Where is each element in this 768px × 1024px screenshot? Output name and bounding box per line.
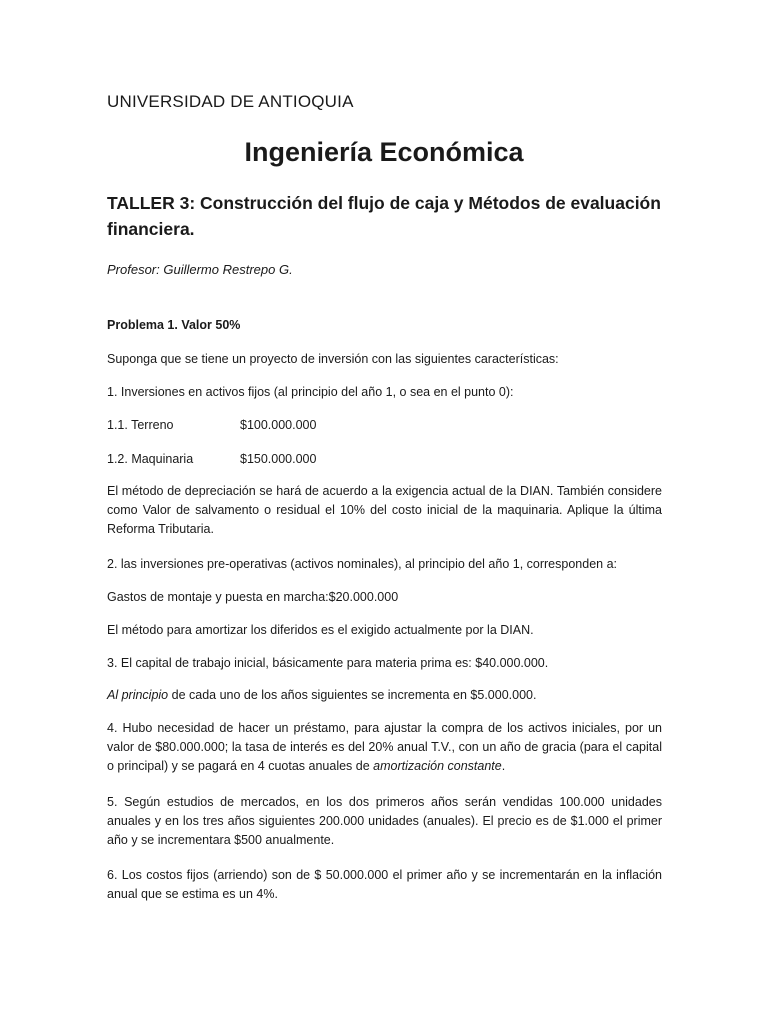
item-4-end: . [501,759,506,773]
university-name: UNIVERSIDAD DE ANTIOQUIA [107,92,354,111]
item-4-italic: amortización constante [373,759,502,773]
item-3-italic: Al principio [107,688,169,702]
item-3-continuation [107,686,662,705]
item-4-main: 4. Hubo necesidad de hacer un préstamo, para ajustar la compra de los activos iniciales, por un valor de $80.000.000; la tasa de interés es del 20% anual T.V., con un año de gracia (para el capital o principal) y se pagará en 4 cuotas anuales de [107,721,662,773]
item-2: 2. las inversiones pre-operativas (activos nominales), al principio del año 1, corresponden a: [107,557,617,571]
item-4 [107,719,662,776]
item-1-2 [107,450,662,469]
item-3-rest: de cada uno de los años siguientes se incrementa en $5.000.000. [168,688,537,702]
item-1-1 [107,416,662,435]
item-6: 6. Los costos fijos (arriendo) son de $ 50.000.000 el primer año y se incrementarán en la inflación anual que se estima es un 4%. [107,868,662,901]
professor-line: Profesor: Guillermo Restrepo G. [107,262,293,277]
item-1-2-value: $150.000.000 [240,452,317,466]
item-3: 3. El capital de trabajo inicial, básicamente para materia prima es: $40.000.000. [107,656,549,670]
item-1-1-value: $100.000.000 [240,418,317,432]
item-1: 1. Inversiones en activos fijos (al principio del año 1, o sea en el punto 0): [107,385,514,399]
problem-intro: Suponga que se tiene un proyecto de inversión con las siguientes características: [107,352,559,366]
item-1-1-label: 1.1. Terreno [107,418,174,432]
problem-title: Problema 1. Valor 50% [107,318,241,332]
taller-title: TALLER 3: Construcción del flujo de caja y Métodos de evaluación financiera. [107,193,661,239]
item-1-2-label: 1.2. Maquinaria [107,452,194,466]
amortization-paragraph: El método para amortizar los diferidos es el exigido actualmente por la DIAN. [107,623,534,637]
item-5: 5. Según estudios de mercados, en los dos primeros años serán vendidas 100.000 unidades anuales y en los tres años siguientes 200.000 unidades (anuales). El precio es de $1.000 el primer año y se incrementara $500 anualmente. [107,795,662,847]
assembly-costs: Gastos de montaje y puesta en marcha:$20.000.000 [107,590,399,604]
course-title: Ingeniería Económica [244,137,524,167]
depreciation-paragraph: El método de depreciación se hará de acuerdo a la exigencia actual de la DIAN. También considere como Valor de salvamento o residual el 10% del costo inicial de la maquinaria. Aplique la última Reforma Tributaria. [107,484,662,536]
